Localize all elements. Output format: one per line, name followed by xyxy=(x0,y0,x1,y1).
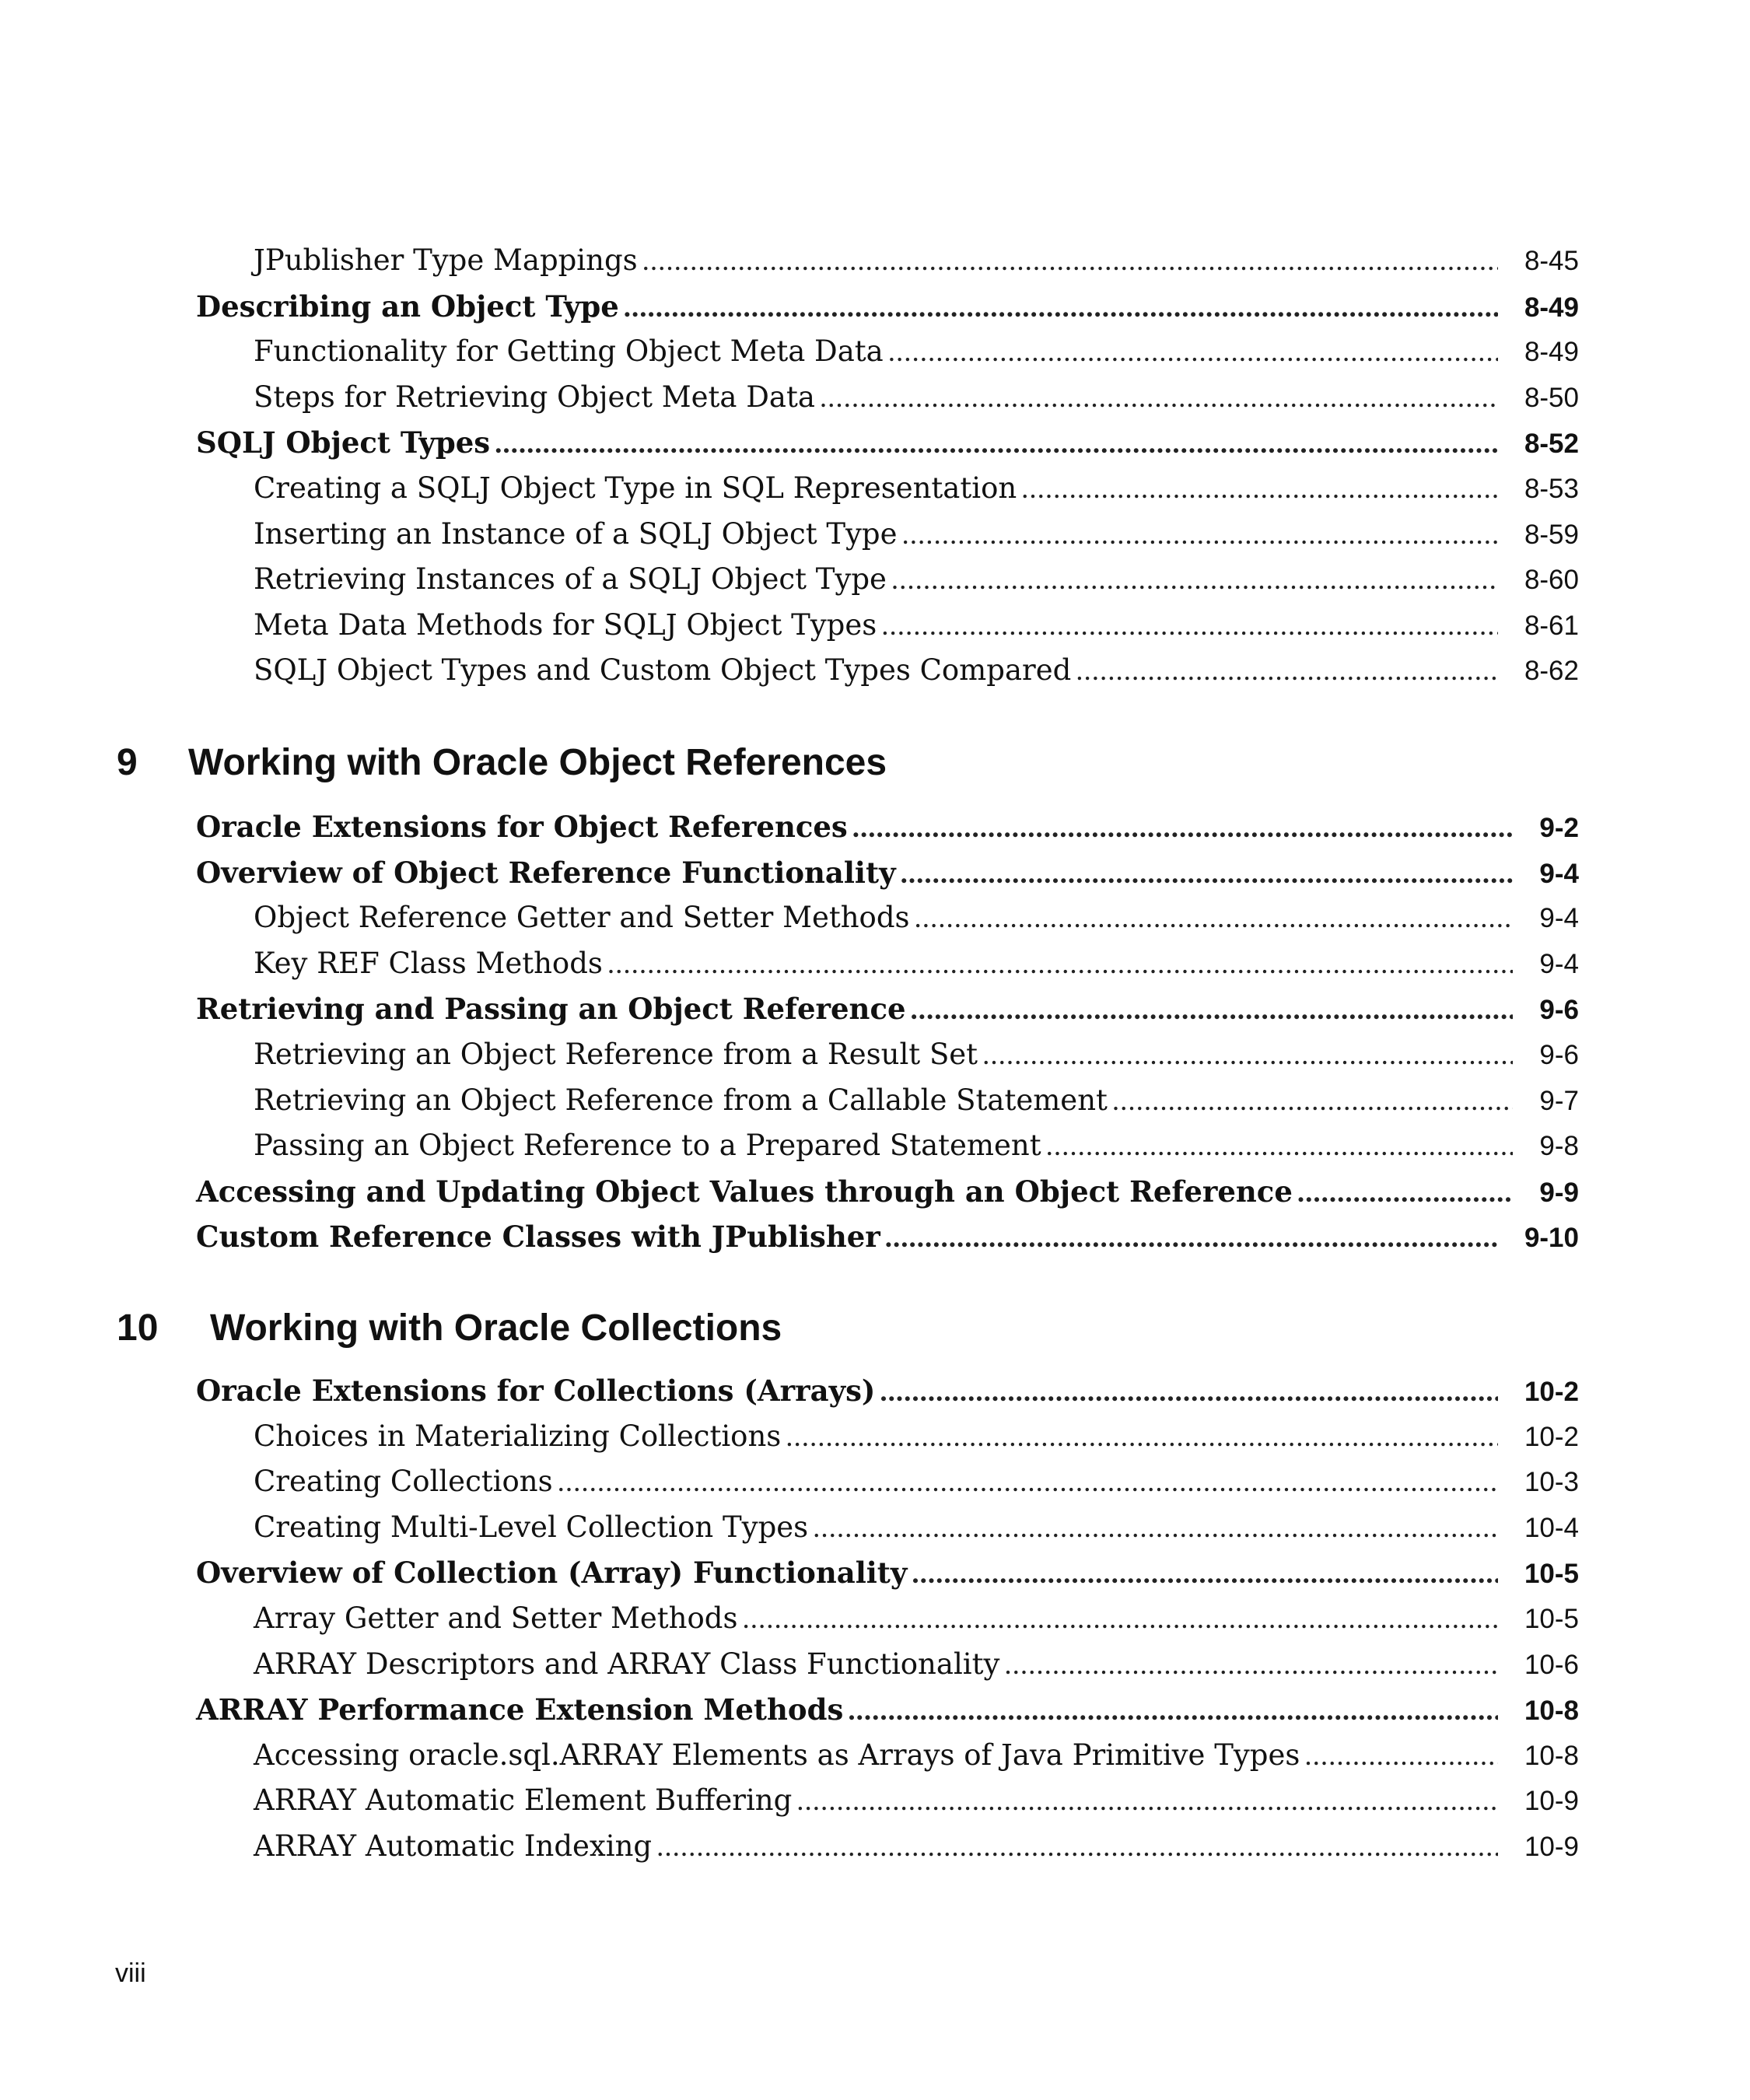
toc-entry[interactable] xyxy=(254,1642,1579,1688)
dot-leader xyxy=(888,330,1498,376)
dot-leader xyxy=(852,806,1514,852)
dot-leader xyxy=(624,285,1498,331)
toc-entry-title: Custom Reference Classes with JPublisher xyxy=(196,1220,880,1255)
chapter-heading-10 xyxy=(0,1307,782,1349)
toc-entry-page: 10-2 xyxy=(1524,1377,1579,1407)
toc-entry-title: Oracle Extensions for Object References xyxy=(196,810,848,844)
dot-leader xyxy=(558,1460,1498,1506)
toc-section-chapter8-continued xyxy=(0,238,1750,694)
toc-entry[interactable] xyxy=(254,512,1579,558)
dot-leader xyxy=(656,1825,1498,1871)
toc-entry[interactable] xyxy=(254,557,1579,603)
dot-leader xyxy=(891,558,1498,604)
dot-leader xyxy=(742,1597,1497,1643)
toc-entry-title: Functionality for Getting Object Meta Data xyxy=(254,334,884,369)
toc-entry-page: 9-4 xyxy=(1539,903,1579,934)
toc-entry-page: 8-45 xyxy=(1524,246,1579,276)
toc-entry-page: 10-6 xyxy=(1524,1649,1579,1680)
toc-entry-title: ARRAY Descriptors and ARRAY Class Functionality xyxy=(254,1647,1000,1681)
dot-leader xyxy=(912,1552,1498,1598)
toc-entry[interactable] xyxy=(254,895,1579,941)
toc-entry-page: 9-10 xyxy=(1524,1223,1579,1254)
toc-entry-page: 10-5 xyxy=(1524,1603,1579,1634)
toc-entry-page: 9-9 xyxy=(1539,1177,1579,1208)
toc-entry-title: Key REF Class Methods xyxy=(254,946,603,980)
toc-entry-page: 10-9 xyxy=(1524,1786,1579,1817)
toc-entry[interactable] xyxy=(254,1078,1579,1124)
dot-leader xyxy=(1304,1734,1498,1780)
toc-entry[interactable] xyxy=(254,1505,1579,1551)
toc-entry[interactable] xyxy=(254,603,1579,649)
toc-entry-title: Describing an Object Type xyxy=(196,289,619,324)
dot-leader xyxy=(1021,467,1498,513)
toc-entry-page: 9-7 xyxy=(1539,1085,1579,1116)
toc-entry-title: Overview of Object Reference Functionality xyxy=(196,855,896,890)
toc-entry-page: 10-3 xyxy=(1524,1467,1579,1498)
dot-leader xyxy=(820,376,1498,422)
toc-entry-title: Overview of Collection (Array) Functionality xyxy=(196,1556,908,1591)
dot-leader xyxy=(885,1216,1498,1262)
toc-entry-title: Creating a SQLJ Object Type in SQL Representation xyxy=(254,471,1017,505)
toc-entry-page: 9-4 xyxy=(1539,858,1579,889)
toc-entry-title: ARRAY Automatic Element Buffering xyxy=(254,1783,793,1818)
toc-entry-page: 8-50 xyxy=(1524,382,1579,413)
chapter-title: Working with Oracle Object References xyxy=(188,742,887,783)
dot-leader xyxy=(1046,1124,1514,1170)
toc-entry[interactable] xyxy=(254,1778,1579,1824)
toc-entry[interactable] xyxy=(254,1733,1579,1779)
toc-entry[interactable] xyxy=(254,329,1579,375)
chapter-number: 9 xyxy=(117,742,138,783)
toc-entry-page: 8-61 xyxy=(1524,610,1579,641)
toc-entry-page: 10-8 xyxy=(1524,1696,1579,1727)
toc-entry-title: Inserting an Instance of a SQLJ Object Type xyxy=(254,516,898,551)
toc-entry-page: 10-8 xyxy=(1524,1740,1579,1771)
dot-leader xyxy=(796,1779,1498,1825)
dot-leader xyxy=(607,942,1514,988)
toc-entry-page: 9-6 xyxy=(1539,995,1579,1026)
toc-entry-title: Oracle Extensions for Collections (Arrays) xyxy=(196,1374,876,1408)
toc-entry[interactable] xyxy=(196,284,1579,330)
dot-leader xyxy=(881,604,1498,649)
toc-entry[interactable] xyxy=(254,1596,1579,1642)
toc-entry-page: 8-59 xyxy=(1524,519,1579,550)
chapter-heading-9 xyxy=(0,741,887,784)
toc-entry[interactable] xyxy=(254,1123,1579,1169)
dot-leader xyxy=(902,513,1498,558)
toc-entry-title: JPublisher Type Mappings xyxy=(254,243,638,277)
toc-entry-page: 10-4 xyxy=(1524,1512,1579,1543)
dot-leader xyxy=(982,1033,1513,1079)
toc-entry[interactable] xyxy=(254,375,1579,421)
toc-entry-title: Retrieving an Object Reference from a Result Set xyxy=(254,1037,978,1071)
toc-entry-title: SQLJ Object Types xyxy=(196,425,491,460)
toc-entry-page: 8-62 xyxy=(1524,656,1579,687)
toc-entry-title: Choices in Materializing Collections xyxy=(254,1419,782,1453)
toc-entry-title: Passing an Object Reference to a Prepared Statement xyxy=(254,1129,1041,1163)
dot-leader xyxy=(1297,1171,1514,1216)
dot-leader xyxy=(1004,1643,1498,1689)
toc-entry[interactable] xyxy=(196,1550,1579,1596)
toc-entry-title: ARRAY Performance Extension Methods xyxy=(196,1692,844,1727)
dot-leader xyxy=(915,896,1514,942)
toc-entry-page: 9-8 xyxy=(1539,1131,1579,1162)
toc-entry[interactable] xyxy=(254,648,1579,694)
toc-entry-page: 8-49 xyxy=(1524,292,1579,323)
dot-leader xyxy=(786,1415,1498,1461)
toc-entry-title: Creating Collections xyxy=(254,1465,553,1499)
toc-entry[interactable] xyxy=(196,804,1579,850)
chapter-number: 10 xyxy=(117,1307,159,1349)
toc-entry[interactable] xyxy=(254,1824,1579,1870)
toc-entry[interactable] xyxy=(196,986,1579,1032)
toc-entry-title: Accessing oracle.sql.ARRAY Elements as Arrays of Java Primitive Types xyxy=(254,1738,1300,1772)
chapter-title: Working with Oracle Collections xyxy=(210,1307,782,1349)
toc-entry-page: 8-60 xyxy=(1524,565,1579,596)
toc-entry[interactable] xyxy=(254,1459,1579,1505)
toc-entry[interactable] xyxy=(196,1169,1579,1215)
dot-leader xyxy=(1112,1079,1514,1125)
toc-entry-title: Retrieving Instances of a SQLJ Object Type xyxy=(254,562,887,597)
dot-leader xyxy=(1076,649,1498,695)
dot-leader xyxy=(880,1370,1498,1416)
toc-section-chapter10 xyxy=(0,1368,1750,1870)
toc-entry[interactable] xyxy=(254,941,1579,987)
dot-leader xyxy=(901,852,1514,898)
toc-entry-page: 10-2 xyxy=(1524,1421,1579,1452)
toc-entry-title: SQLJ Object Types and Custom Object Types Compared xyxy=(254,653,1072,688)
toc-entry-title: ARRAY Automatic Indexing xyxy=(254,1829,653,1863)
toc-entry-title: Accessing and Updating Object Values through an Object Reference xyxy=(196,1174,1293,1209)
toc-entry-title: Array Getter and Setter Methods xyxy=(254,1601,738,1635)
toc-entry[interactable] xyxy=(196,1687,1579,1733)
toc-entry[interactable] xyxy=(196,850,1579,896)
toc-entry-title: Object Reference Getter and Setter Methods xyxy=(254,901,910,935)
toc-section-chapter9 xyxy=(0,804,1750,1260)
dot-leader xyxy=(813,1506,1498,1552)
toc-entry-title: Meta Data Methods for SQLJ Object Types xyxy=(254,607,877,642)
toc-entry[interactable] xyxy=(254,1414,1579,1460)
toc-entry-page: 10-5 xyxy=(1524,1559,1579,1590)
toc-entry[interactable] xyxy=(254,466,1579,512)
toc-entry-page: 9-2 xyxy=(1539,813,1579,843)
toc-entry[interactable] xyxy=(254,1032,1579,1078)
toc-entry[interactable] xyxy=(254,238,1579,284)
toc-entry-page: 8-49 xyxy=(1524,337,1579,368)
toc-entry[interactable] xyxy=(196,1214,1579,1260)
toc-entry-title: Steps for Retrieving Object Meta Data xyxy=(254,380,815,414)
toc-entry-page: 10-9 xyxy=(1524,1831,1579,1862)
dot-leader xyxy=(911,988,1514,1034)
dot-leader xyxy=(495,422,1498,467)
toc-entry[interactable] xyxy=(196,420,1579,466)
toc-entry-title: Creating Multi-Level Collection Types xyxy=(254,1510,809,1544)
toc-entry-page: 9-6 xyxy=(1539,1039,1579,1070)
toc-entry-page: 8-52 xyxy=(1524,429,1579,460)
dot-leader xyxy=(848,1689,1498,1734)
toc-entry-page: 9-4 xyxy=(1539,948,1579,979)
toc-entry-title: Retrieving and Passing an Object Reference xyxy=(196,992,906,1027)
toc-entry-title: Retrieving an Object Reference from a Callable Statement xyxy=(254,1083,1108,1117)
page-number-footer: viii xyxy=(115,1958,146,1988)
dot-leader xyxy=(642,239,1498,285)
toc-entry[interactable] xyxy=(196,1368,1579,1414)
toc-entry-page: 8-53 xyxy=(1524,473,1579,504)
